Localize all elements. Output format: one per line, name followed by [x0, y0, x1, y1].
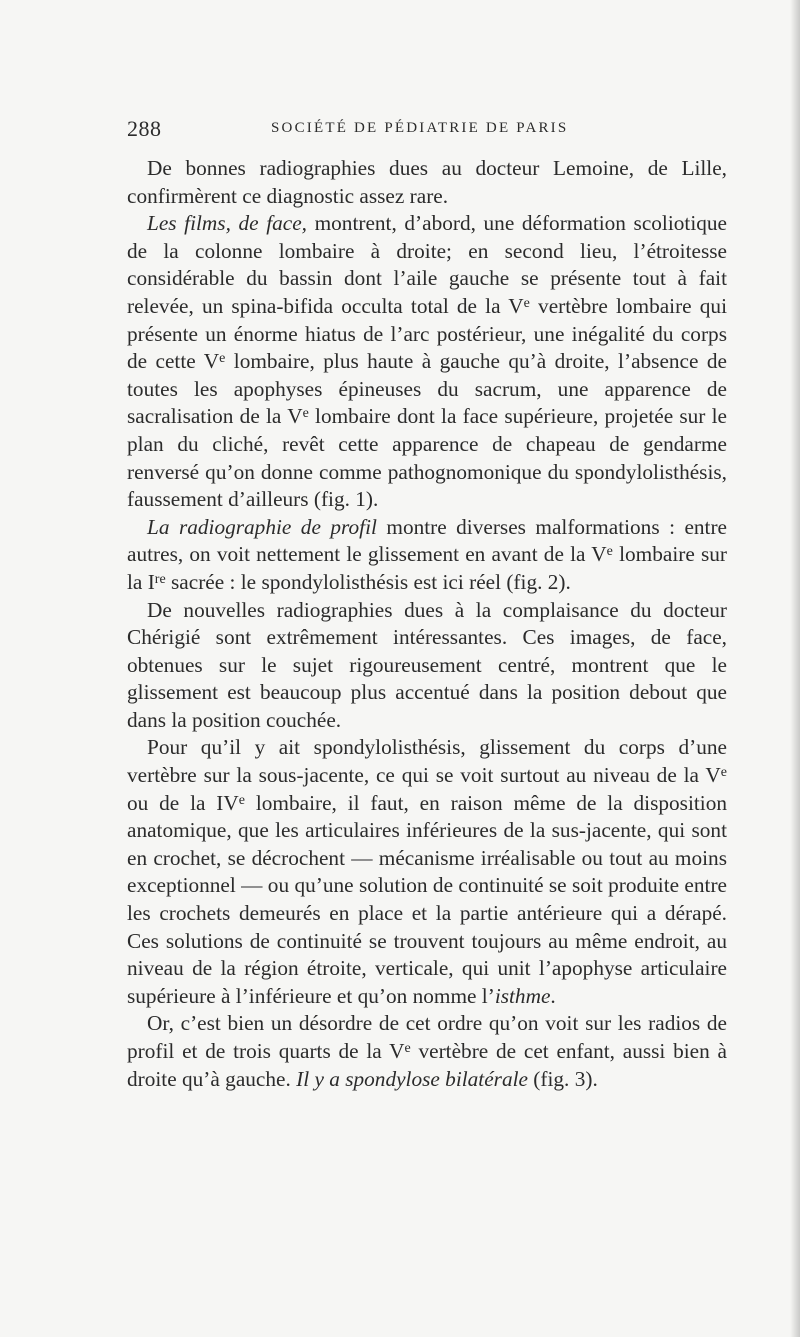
paragraph-5: Pour qu’il y ait spondylolisthésis, glissement du corps d’une vertèbre sur la sous-jacente, ce qui se voit surtout au niveau de la Ve ou de la IVe lombaire, il faut, en raison même de la disposition anatomique, que les articulaires inférieures de la sus-jacente, qui sont en crochet, se décrochent — mécanisme irréalisable ou tout au moins exceptionnel — ou qu’une solution de continuité se soit produite entre les crochets demeurés en place et la partie antérieure qui a dérapé. Ces solutions de continuité se trouvent toujours au même endroit, au niveau de la région étroite, verticale, qui unit l’apophyse articulaire supérieure à l’inférieure et qu’on nomme l’isthme.: [127, 735, 728, 1008]
page-number: 288: [127, 116, 162, 141]
paragraph-2: Les films, de face, montrent, d’abord, une déformation scoliotique de la colonne lombaire à droite; en second lieu, l’étroitesse considérable du bassin dont l’aile gauche se présente tout à fait relevée, un spina-bifida occulta total de la Ve vertèbre lombaire qui présente un énorme hiatus de l’arc postérieur, une inégalité du corps de cette Ve lombaire, plus haute à gauche qu’à droite, l’absence de toutes les apophyses épineuses du sacrum, une apparence de sacralisation de la Ve lombaire dont la face supérieure, projetée sur le plan du cliché, revêt cette apparence de chapeau de gendarme renversé qu’on donne comme pathognomonique du spondylolisthésis, faussement d’ailleurs (fig. 1).: [127, 211, 728, 512]
body-text: [127, 155, 727, 1093]
italic-phrase: Il y a spondylose bilatérale: [296, 1066, 528, 1091]
italic-phrase: La radiographie de profil: [147, 514, 377, 539]
running-head: [127, 116, 727, 144]
paragraph-3: La radiographie de profil montre diverses malformations : entre autres, on voit nettement le glissement en avant de la Ve lombaire sur la Ire sacrée : le spondylolisthésis est ici réel (fig. 2).: [127, 514, 728, 594]
journal-title: SOCIÉTÉ DE PÉDIATRIE DE PARIS: [271, 120, 569, 136]
paragraph-4: De nouvelles radiographies dues à la complaisance du docteur Chérigié sont extrêmement intéressantes. Ces images, de face, obtenues sur le sujet rigoureusement centré, montrent que le glissement est beaucoup plus accentué dans la position debout que dans la position couchée.: [127, 597, 727, 732]
paragraph-1: De bonnes radiographies dues au docteur Lemoine, de Lille, confirmèrent ce diagnostic assez rare.: [127, 156, 727, 208]
paragraph-6: Or, c’est bien un désordre de cet ordre qu’on voit sur les radios de profil et de trois quarts de la Ve vertèbre de cet enfant, aussi bien à droite qu’à gauche. Il y a spondylose bilatérale (fig. 3).: [127, 1011, 727, 1091]
italic-phrase: Les films, de face,: [147, 211, 307, 236]
italic-phrase: isthme: [494, 983, 551, 1008]
binding-shadow: [790, 0, 800, 1337]
